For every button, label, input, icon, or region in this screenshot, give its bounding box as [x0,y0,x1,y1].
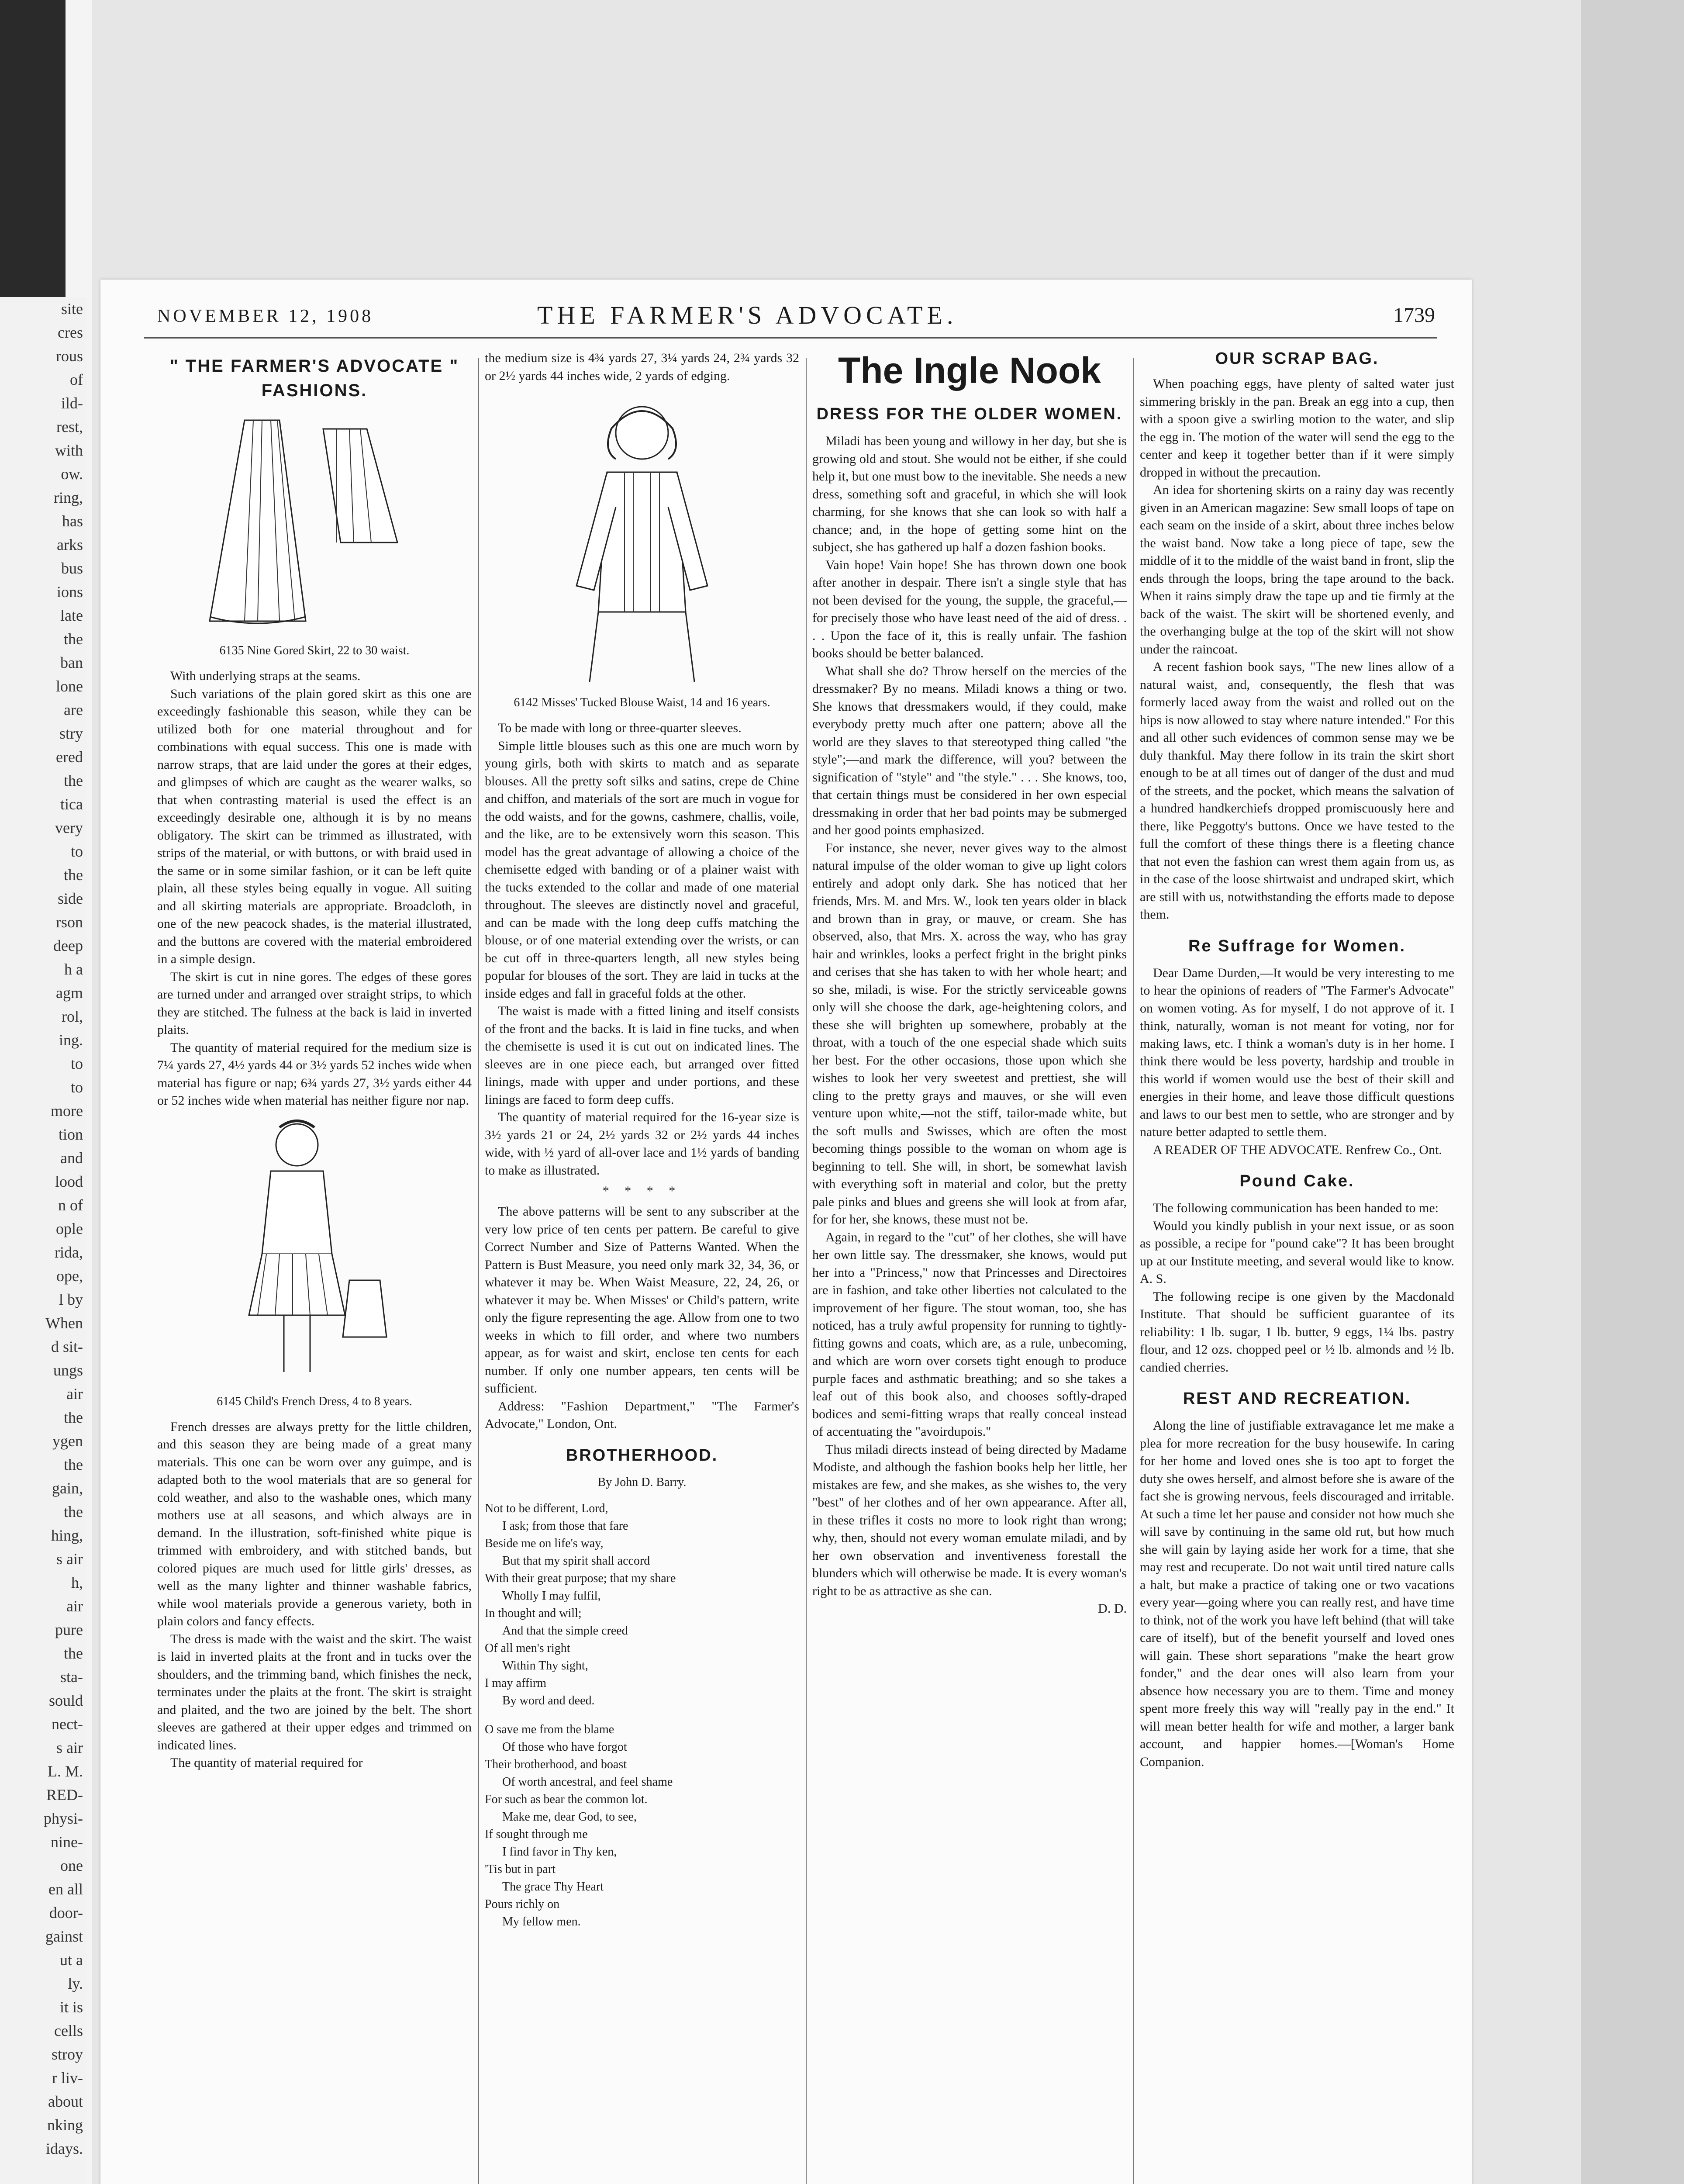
margin-fragment: agm [56,984,83,1002]
paragraph: When poaching eggs, have plenty of salted water just simmering briskly in the pan. Break an egg into a cup, then with a spoon give a swirling motion to the water, and slip the egg in. The motion of the water will send the egg to the center and keep it together better than if it were simply dropped in without the precaution. [1140,377,1454,480]
margin-fragment: rol, [62,1008,83,1025]
poem-line: But that my spirit shall accord [502,1554,650,1568]
margin-fragment: stry [59,725,83,742]
margin-fragment: about [48,2093,83,2110]
paragraph: Vain hope! Vain hope! She has thrown down one book after another in despair. There isn't a single style that has not been devised for the young, the supple, the graceful,—for precisely those who have least need of the aid of dress. . . . Upon the face of it, this is really unfair. The fashion books should be better balanced. [812,557,1127,660]
poem-line: In thought and will; [485,1606,582,1620]
margin-fragment: ring, [54,489,83,506]
paragraph: The quantity of material required for [170,1755,363,1770]
poem-line: Within Thy sight, [502,1659,588,1673]
paragraph: The waist is made with a fitted lining and itself consists of the front and the backs. It is laid in fine tucks, and when the chemisette is used it is cut out on indicated lines. The sleeves are in one piece each, but arranged over fitted linings, made with upper and under portions, and these linings are faced to form deep cuffs. [485,1004,799,1107]
margin-fragment: the [64,1645,83,1662]
paragraph: Miladi has been young and willowy in her day, but she is growing old and stout. She would not be either, if she could help it, but one must bow to the inevitable. She needs a new dress, something soft and graceful, in which she will look charming, for she knows that she can look so with half a chance; and, in the hope of getting some hint on the subject, she has gathered up half a dozen fashion books. [812,434,1127,554]
poem-line: Of those who have forgot [502,1740,627,1754]
margin-fragment: ions [56,583,83,601]
margin-fragment: the [64,630,83,648]
paragraph: Would you kindly publish in your next issue, or as soon as possible, a recipe for "pound cake"? It has been brought up at our Institute meeting, and several would like to know. A. S. [1140,1218,1454,1286]
poem-line: Not to be different, Lord, [485,1501,608,1515]
margin-fragment: h, [71,1574,83,1591]
margin-fragment: bus [61,560,83,577]
column-scrap-bag [1140,349,1454,2184]
paragraph: A recent fashion book says, "The new lines allow of a natural waist, and, consequently, the flesh that was formerly laced away from the waist and rolled out on the hips is now allowed to stay where nature intended." For this and all other such evidences of common sense may we be duly thankful. May there follow in its train the skirt short enough to be at all times out of danger of the dust and mud of the streets, and the pocket, which means the salvation of a hundred handkerchiefs dropped promiscuously here and there, like Peggotty's buttons. Once we have tested to the full the comfort of these things there is a fleeting chance that not even the fashion can wrest them again from us, as in the case of the loose shirtwaist and undraped skirt, which are still with us, notwithstanding the efforts made to depose them. [1140,660,1454,922]
blouse-illustration [550,385,734,691]
column-fashions [157,349,472,2184]
margin-fragment: en all [48,1880,83,1898]
child-dress-illustration [231,1110,397,1389]
poem-title: BROTHERHOOD. [566,1446,718,1465]
margin-fragment: lone [56,677,83,695]
margin-fragment: the [64,1503,83,1521]
pound-cake-heading: Pound Cake. [1239,1172,1355,1190]
facing-page-fragment [0,297,87,2184]
poem-line: I find favor in Thy ken, [502,1845,617,1859]
article-body [1140,1417,1454,1771]
column-divider [478,358,479,2184]
margin-fragment: the [64,1409,83,1426]
margin-fragment: late [60,607,83,624]
paragraph: What shall she do? Throw herself on the mercies of the dressmaker? By no means. Miladi knows a thing or two. She knows that dressmakers would, if they could, make everybody pretty much after one pattern; above all the world are they slaves to that stereotyped thing called "the style";—and mark the difference, will you? between the signification of "style" and "the style." . . . She knows, too, that certain things must be considered in her own especial dressmaking in order that her bad points may be submerged and her good points emphasized. [812,663,1127,837]
newspaper-page [100,280,1472,2184]
paragraph: To be made with long or three-quarter sleeves. [498,721,742,735]
paragraph: Thus miladi directs instead of being directed by Madame Modiste, and although the fashion books help her little, her mistakes are few, and she makes, as she wishes to, the very "best" of her clothes and of her own appearance. After all, in these trifles it costs no more to look right than wrong; why, then, should not every woman emulate miladi, and by her own observation and inventiveness forestall the blunders which will otherwise be made. It is every woman's right to be as attractive as she can. [812,1442,1127,1598]
paragraph: The quantity of material required for the 16-year size is 3½ yards 21 or 24, 2½ yards 32 or 2½ yards 44 inches wide, with ½ yard of all-over lace and 1½ yards of banding to make as illustrated. [485,1110,799,1178]
paragraph: For instance, she never, never gives way to the almost natural impulse of the older woman to give up light colors entirely and adopt only dark. She has noticed that her friends, Mrs. M. and Mrs. W., look ten years older in black and brown than in gray, or mauve, or cream. She has observed, also, that Mrs. X. across the way, who has gray hair and wrinkles, looks a perfect fright in the bright pinks and cerises that she has taken to with her whole heart; and so she, miladi, is wise. For the strictly serviceable gowns only will she choose the dark, age-heightening colors, and these she will brighten up somewhere, probably at the throat, with a touch of the one especial shade which suits her best. For the other occasions, those upon which she wishes to look her very sweetest and prettiest, she will cling to the pretty grays and mauves, or she will even venture upon white,—not the stiff, tailor-made white, but the soft mulls and Swisses, which are often the most becoming things possible to the woman on whom age is beginning to tell. She will, in short, be somewhat lavish with everything soft in material and color, but the pretty pale pinks and blues and greens she will look at from afar, for for her, she knows, these must not be. [812,840,1127,1227]
margin-fragment: one [60,1857,83,1874]
paragraph: Along the line of justifiable extravagance let me make a plea for more recreation for the busy housewife. In caring for her home and loved ones she is too apt to forget the duty she owes herself, and almost before she is aware of the fact she is growing nervous, feels discouraged and irritable. At such a time let her pause and consider not how much she will save by continuing in the same old rut, but how much she will gain by laying aside her work for a time, that she may rest and recuperate. Do not wait until tired nature calls a halt, but make a practice of taking one or two vacations every year—going where you can really rest, and have time to think, not of the work you have left behind (that will take care of itself), but of the benefit yourself and loved ones will gain. These short separations "make the heart grow fonder," and the dear ones will also learn from your absence how necessary you are to them. Time and money spent more freely this way will "really pay in the end." It will mean better health for wife and mother, a larger bank account, and happier homes.—[Woman's Home Companion. [1140,1418,1454,1769]
margin-fragment: sould [48,1692,83,1709]
margin-fragment: more [51,1102,83,1120]
margin-fragment: side [58,890,83,907]
margin-fragment: ild- [61,394,83,412]
margin-fragment: tion [58,1126,83,1143]
poem-line: I ask; from those that fare [502,1519,628,1533]
poem-line: Of all men's right [485,1641,570,1655]
margin-fragment: h a [64,961,83,978]
margin-fragment: RED- [46,1786,83,1804]
article-body [485,349,799,385]
paragraph: The skirt is cut in nine gores. The edges of these gores are turned under and arranged over straight strips, to which they are stitched. The fulness at the back is laid in inverted plaits. [157,969,472,1037]
margin-fragment: very [55,819,83,836]
column-divider [1133,358,1134,2184]
column-patterns [485,349,799,2184]
paragraph: The following communication has been handed to me: [1153,1201,1439,1215]
margin-fragment: ople [56,1220,83,1237]
margin-fragment: tica [60,795,83,813]
margin-fragment: s air [56,1739,83,1756]
article-signature: D. D. [1098,1601,1127,1616]
margin-fragment: the [64,772,83,789]
article-body [157,1418,472,1772]
margin-fragment: it is [59,1998,83,2016]
scan-edge-right [1581,0,1684,2184]
margin-fragment: door- [49,1904,83,1921]
margin-fragment: rida, [55,1244,83,1261]
margin-fragment: nect- [52,1715,83,1733]
article-body [812,432,1127,1618]
paragraph: Dear Dame Durden,—It would be very interesting to me to hear the opinions of readers of "The Farmer's Advocate" on women voting. As for myself, I do not approve of it. I think, naturally, woman is not meant for voting, nor for making laws, etc. I think a woman's duty is in her home. I think there would be less poverty, hardship and trouble in this world if women would use the best of their skill and energies in their home, and leave those difficult questions and laws to our best men to settle, who are stronger and by nature better adapted to settle them. [1140,965,1454,1139]
poem-line: Their brotherhood, and boast [485,1757,627,1771]
margin-fragment: site [61,300,83,318]
margin-fragment: the [64,1456,83,1473]
margin-fragment: ered [56,748,83,766]
letter-signature: A READER OF THE ADVOCATE. Renfrew Co., Ont. [1153,1142,1442,1157]
margin-fragment: When [45,1314,83,1332]
margin-fragment: r liv- [52,2069,83,2087]
issue-date: NOVEMBER 12, 1908 [157,306,374,326]
article-body [1140,1199,1454,1376]
margin-fragment: of [70,371,83,388]
poem-line: I may affirm [485,1676,546,1690]
column-ingle-nook [812,349,1127,2184]
article-body [485,1203,799,1433]
margin-fragment: pure [55,1621,83,1638]
margin-fragment: to [70,1078,83,1096]
suffrage-heading: Re Suffrage for Women. [1188,936,1406,955]
margin-fragment: to [70,1055,83,1072]
fashions-heading: " THE FARMER'S ADVOCATE " FASHIONS. [169,356,459,400]
section-separator: * * * * [602,1184,682,1198]
publication-title: THE FARMER'S ADVOCATE. [537,301,958,329]
paragraph: The following recipe is one given by the Macdonald Institute. That should be sufficient guarantee of its reliability: 1 lb. sugar, 1 lb. butter, 9 eggs, 1¼ lbs. pastry flour, and 12 ozs. chopped peel or ½ lb. almonds and ½ lb. candied cherries. [1140,1289,1454,1375]
margin-fragment: with [55,442,83,459]
poem-line: And that the simple creed [502,1624,628,1638]
skirt-illustration [192,411,437,639]
margin-fragment: rous [56,347,83,365]
poem-line: The grace Thy Heart [502,1880,604,1894]
poem-line: With their great purpose; that my share [485,1571,676,1585]
article-body [1140,964,1454,1159]
poem-line: Pours richly on [485,1897,560,1911]
margin-fragment: air [66,1385,83,1403]
article-subheading: DRESS FOR THE OLDER WOMEN. [816,405,1123,423]
poem [485,1474,799,1931]
poem-line: 'Tis but in part [485,1862,556,1876]
margin-fragment: deep [53,937,83,954]
scrap-bag-heading: OUR SCRAP BAG. [1215,349,1379,368]
article-body [485,719,799,1179]
masthead [100,280,1472,332]
article-body [1140,375,1454,924]
poem-line: Of worth ancestral, and feel shame [502,1775,673,1789]
margin-fragment: nking [47,2116,83,2134]
margin-fragment: are [64,701,83,719]
poem-line: For such as bear the common lot. [485,1792,648,1806]
rest-recreation-heading: REST AND RECREATION. [1183,1389,1411,1408]
margin-fragment: ut a [60,1951,83,1969]
margin-fragment: stroy [52,2046,83,2063]
margin-fragment: ly. [68,1975,83,1992]
poem-line: Wholly I may fulfil, [502,1589,601,1603]
margin-fragment: n of [58,1196,83,1214]
margin-fragment: hing, [51,1527,83,1544]
paragraph: Simple little blouses such as this one are much worn by young girls, both with skirts to match and as separate blouses. All the pretty soft silks and satins, crepe de Chine and chiffon, and materials of the sort are much in vogue for the odd waists, and for the gowns, cashmere, challis, voile, and the like, are to be extensively worn this season. This model has the great advantage of allowing a choice of the chemisette edged with banding or of a plainer waist with the tucks extended to the collar and made of one material throughout. The sleeves are distinctly novel and graceful, and can be made with the long deep cuffs matching the blouse, or of one material extending over the wrists, or can be cut off in three-quarters length, all new styles being popular for blouses of the sort. They are laid in tucks at the inside edges and fall in graceful folds at the other. [485,738,799,1001]
poem-byline: By John D. Barry. [597,1475,687,1489]
margin-fragment: cres [58,324,83,341]
child-dress-caption: 6145 Child's French Dress, 4 to 8 years. [217,1394,412,1408]
poem-line: By word and deed. [502,1693,595,1707]
margin-fragment: ungs [53,1362,83,1379]
margin-fragment: ban [60,654,83,671]
paragraph: An idea for shortening skirts on a rainy day was recently given in an American magazine: Sew small loops of tape on each seam on the inside of a skirt, about three inches below the waist band. Now take a long piece of tape, sew the middle of it to the middle of the waist band in front, slip the ends through the loops, bring the tape around to the back. When it rains simply draw the tape up and tie firmly at the back of the waist. The skirt will be shortened evenly, and the overhanging bulge at the top of the skirt will not show under the raincoat. [1140,483,1454,657]
margin-fragment: air [66,1597,83,1615]
poem-line: O save me from the blame [485,1722,614,1736]
margin-fragment: cells [54,2022,83,2039]
ingle-nook-heading: The Ingle Nook [838,350,1101,391]
margin-fragment: arks [57,536,83,553]
stanza [485,1721,799,1931]
masthead-rule [144,337,1437,339]
margin-fragment: and [60,1149,83,1167]
margin-fragment: ygen [52,1432,83,1450]
margin-fragment: rson [56,913,83,931]
margin-fragment: d sit- [51,1338,83,1355]
paragraph: The above patterns will be sent to any subscriber at the very low price of ten cents per pattern. Be careful to give Correct Number and Size of Patterns Wanted. When the Pattern is Bust Measure, you need only mark 32, 34, 36, or whatever it may be. When Waist Measure, 22, 24, 26, or whatever it may be. When Misses' or Child's pattern, write only the figure representing the age. Allow from one to two weeks in which to fill order, and where two numbers appear, as for waist and skirt, enclose ten cents for each number. If only one number appears, ten cents will be sufficient. [485,1204,799,1396]
margin-fragment: L. M. [48,1762,83,1780]
margin-fragment: l by [59,1291,83,1308]
poem-line: Make me, dear God, to see, [502,1810,637,1824]
poem-line: Beside me on life's way, [485,1536,604,1550]
paragraph: Address: "Fashion Department," "The Farmer's Advocate," London, Ont. [485,1399,799,1431]
paragraph: Such variations of the plain gored skirt as this one are exceedingly fashionable this season, while they can be utilized both for one material throughout and for combinations with equal success. This one is made with narrow straps, that are laid under the gores at their edges, and glimpses of which are caught as the wearer walks, so that when contrasting material is used the effect is an exceedingly desirable one, although it is by no means obligatory. The skirt can be trimmed as illustrated, with strips of the material, or with buttons, or with braid used in the same or in some similar fashion, or it can be left quite plain, all these styles being equally in vogue. All suiting and all skirting materials are appropriate. Broadcloth, in one of the new peacock shades, is the material illustrated, and the buttons are covered with the material embroidered in a simple design. [157,686,472,966]
margin-fragment: has [62,512,83,530]
margin-fragment: to [70,843,83,860]
paragraph: French dresses are always pretty for the little children, and this season they are being made of a great many materials. This one can be worn over any guimpe, and is adapted both to the wool materials that are so general for cold weather, and also to the washable ones, which many mothers use at all seasons, and which always are in demand. In the illustration, soft-finished white pique is trimmed with embroidery, and with stitched bands, but colored piques are much used for little girls' dresses, as well as the many lighter and thinner washable fabrics, while wool materials provide a generous variety, both in plain colors and fancy effects. [157,1419,472,1628]
page-number: 1739 [1393,304,1435,327]
margin-fragment: rest, [56,418,83,435]
margin-fragment: physi- [44,1810,83,1827]
margin-fragment: ope, [56,1267,83,1285]
margin-fragment: the [64,866,83,884]
margin-fragment: idays. [46,2140,83,2157]
column-divider [806,358,807,2184]
margin-fragment: ow. [61,465,83,483]
skirt-caption: 6135 Nine Gored Skirt, 22 to 30 waist. [219,644,410,657]
margin-fragment: sta- [60,1668,83,1686]
margin-fragment: ing. [59,1031,83,1049]
paragraph: Again, in regard to the "cut" of her clothes, she will have her own little say. The dressmaker, she knows, would put her into a "Princess," now that Princesses and Directoires are in fashion, and take other liberties not calculated to the improvement of her figure. The stout woman, too, she has noticed, has a truly awful propensity for running to tightly-fitting gowns and coats, which are, as a rule, unbecoming, and which are worn over corsets tight enough to produce purple faces and asthmatic breathing; and so she takes a leaf out of this book also, and chooses softly-draped bodices and semi-fitting wraps that really conceal instead of accentuating the "avoirdupois." [812,1230,1127,1439]
paragraph: The quantity of material required for the medium size is 7¼ yards 27, 4½ yards 44 or 3½ yards 52 inches wide when material has figure or nap; 6¾ yards 27, 3½ yards either 44 or 52 inches wide when material has neither figure nor nap. [157,1040,472,1108]
article-body [157,667,472,1110]
paragraph: With underlying straps at the seams. [170,669,361,683]
margin-fragment: gainst [45,1928,83,1945]
poem-line: If sought through me [485,1827,588,1841]
paragraph: The dress is made with the waist and the skirt. The waist is laid in inverted plaits at the front and in tucks over the shoulders, and the trimming band, which finishes the neck, terminates under the plaits at the front. The skirt is straight and plaited, and the two are joined by the belt. The short sleeves are gathered at their upper edges and trimmed on indicated lines. [157,1631,472,1752]
margin-fragment: gain, [52,1479,83,1497]
margin-fragment: nine- [51,1833,83,1851]
blouse-caption: 6142 Misses' Tucked Blouse Waist, 14 and 16 years. [514,696,770,709]
margin-fragment: lood [55,1173,83,1190]
stanza [485,1500,799,1710]
paragraph: the medium size is 4¾ yards 27, 3¼ yards 24, 2¾ yards 32 or 2½ yards 44 inches wide, 2 yards of edging. [485,351,799,383]
margin-fragment: s air [56,1550,83,1568]
poem-line: My fellow men. [502,1914,581,1928]
